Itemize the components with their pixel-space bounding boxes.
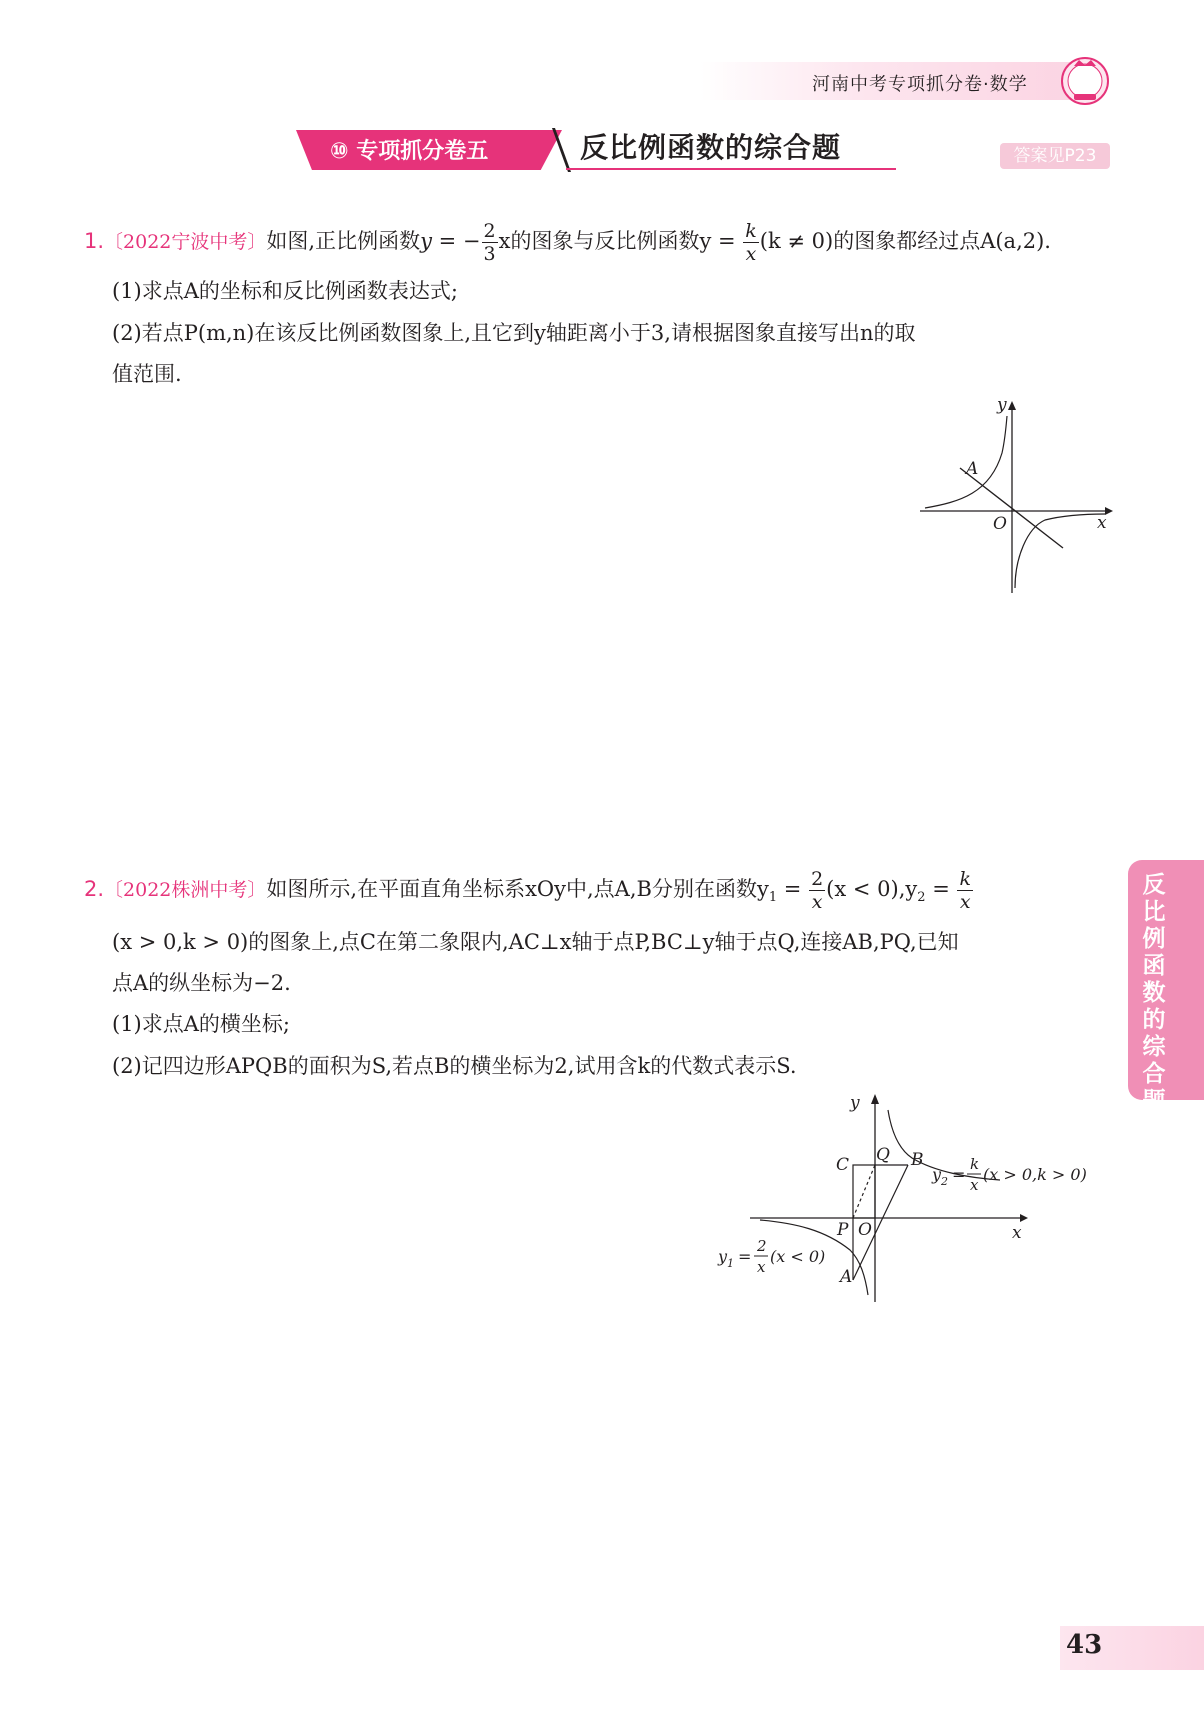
q2-label-y: y — [850, 1093, 860, 1113]
title-underline — [566, 168, 896, 170]
q2-text-a: 如图所示,在平面直角坐标系xOy中,点A,B分别在函数y — [266, 877, 769, 901]
q2-eq1-equals: = — [738, 1247, 752, 1266]
q1-part2-cont: 值范围. — [112, 362, 182, 386]
q2-label-c: C — [836, 1155, 850, 1175]
q1-fraction-2 — [743, 220, 759, 265]
q2-eq1-den: x — [757, 1258, 766, 1276]
q1-text-a: 如图,正比例函数 — [266, 229, 421, 253]
q1-figure — [915, 398, 1115, 598]
q1-text-d: (k ≠ 0)的图象都经过点A(a,2). — [759, 229, 1051, 253]
q2-x-arrow — [1020, 1214, 1028, 1222]
q2-y-arrow — [871, 1094, 879, 1104]
q1-part2: (2)若点P(m,n)在该反比例函数图象上,且它到y轴距离小于3,请根据图象直接写出n的取 — [112, 321, 916, 345]
q2-eq1: = — [777, 877, 809, 901]
q2-label-q: Q — [876, 1145, 890, 1165]
q2-label-o: O — [858, 1220, 872, 1240]
q2-line1 — [84, 868, 974, 913]
q1-text-c: y = — [699, 229, 743, 253]
q2-line3: 点A的纵坐标为−2. — [112, 971, 291, 995]
q2-eq2-equals: = — [952, 1165, 966, 1184]
q2-label-p: P — [837, 1220, 849, 1240]
q2-source: 〔2022株洲中考〕 — [104, 879, 267, 901]
q1-line1 — [84, 220, 1051, 265]
q1-eq: = − — [431, 229, 481, 253]
q2-text-b: (x < 0),y — [826, 877, 918, 901]
q2-part2: (2)记四边形APQB的面积为S,若点B的横坐标为2,试用含k的代数式表示S. — [112, 1054, 797, 1078]
q2-eq1-y: y — [718, 1247, 728, 1266]
side-tab-label: 反比例函数的综合题 — [1142, 872, 1166, 1114]
q1-y-arrow — [1008, 401, 1016, 410]
q2-eq2-den: x — [970, 1176, 979, 1194]
page-number: 43 — [1066, 1630, 1103, 1660]
q2-eq2-y: y — [932, 1165, 942, 1184]
q1-fraction-1 — [482, 220, 498, 265]
q2-eq2: = — [925, 877, 957, 901]
q1-y: y — [420, 229, 432, 253]
q1-label-o: O — [993, 514, 1007, 534]
q2-number: 2. — [84, 877, 105, 901]
q1-source: 〔2022宁波中考〕 — [104, 231, 267, 253]
q2-fraction-2 — [957, 868, 973, 913]
q2-label-a: A — [840, 1267, 853, 1287]
q2-eq2-cond: (x > 0,k > 0) — [983, 1165, 1087, 1184]
q1-label-y: y — [997, 398, 1007, 415]
q1-curve-q4 — [1015, 514, 1105, 588]
q2-eq2-sub: 2 — [941, 1175, 948, 1188]
q2-fraction-1 — [809, 868, 825, 913]
q2-frac2-den: x — [959, 891, 971, 913]
q2-eq1-sub: 1 — [727, 1257, 734, 1270]
q2-label-x: x — [1012, 1223, 1022, 1243]
q2-sub2: 2 — [917, 890, 926, 906]
q2-figure — [700, 1090, 1120, 1312]
publisher-logo — [1060, 56, 1110, 106]
answer-ref-badge: 答案见P23 — [1000, 143, 1110, 169]
title-divider — [552, 128, 571, 172]
q2-line-pq — [853, 1165, 875, 1218]
q2-frac1-num: 2 — [811, 868, 824, 890]
q2-part1: (1)求点A的横坐标; — [112, 1012, 290, 1036]
title-tag: ⑩ 专项抓分卷五 — [330, 139, 489, 164]
q1-text-b: x的图象与反比例函数 — [498, 229, 700, 253]
q2-frac1-den: x — [811, 891, 823, 913]
q2-sub1: 1 — [768, 890, 778, 906]
q1-label-x: x — [1097, 513, 1107, 533]
q2-label-b: B — [911, 1150, 924, 1170]
q1-frac2-den: x — [745, 243, 757, 265]
q1-frac1-den: 3 — [483, 243, 496, 265]
book-title: 河南中考专项抓分卷·数学 — [812, 74, 1028, 95]
q2-frac2-num: k — [959, 868, 971, 890]
q1-frac2-num: k — [745, 220, 757, 242]
q2-eq2-num: k — [970, 1155, 980, 1173]
page-title: 反比例函数的综合题 — [580, 131, 842, 164]
q2-eq1-num: 2 — [757, 1237, 767, 1255]
q1-part1: (1)求点A的坐标和反比例函数表达式; — [112, 279, 458, 303]
q1-frac1-num: 2 — [483, 220, 496, 242]
q2-line2: (x > 0,k > 0)的图象上,点C在第二象限内,AC⊥x轴于点P,BC⊥y轴于点Q,连接AB,PQ,已知 — [112, 930, 959, 954]
q2-eq1-cond: (x < 0) — [770, 1247, 826, 1266]
q1-number: 1. — [84, 229, 105, 253]
q1-label-a: A — [966, 459, 979, 479]
